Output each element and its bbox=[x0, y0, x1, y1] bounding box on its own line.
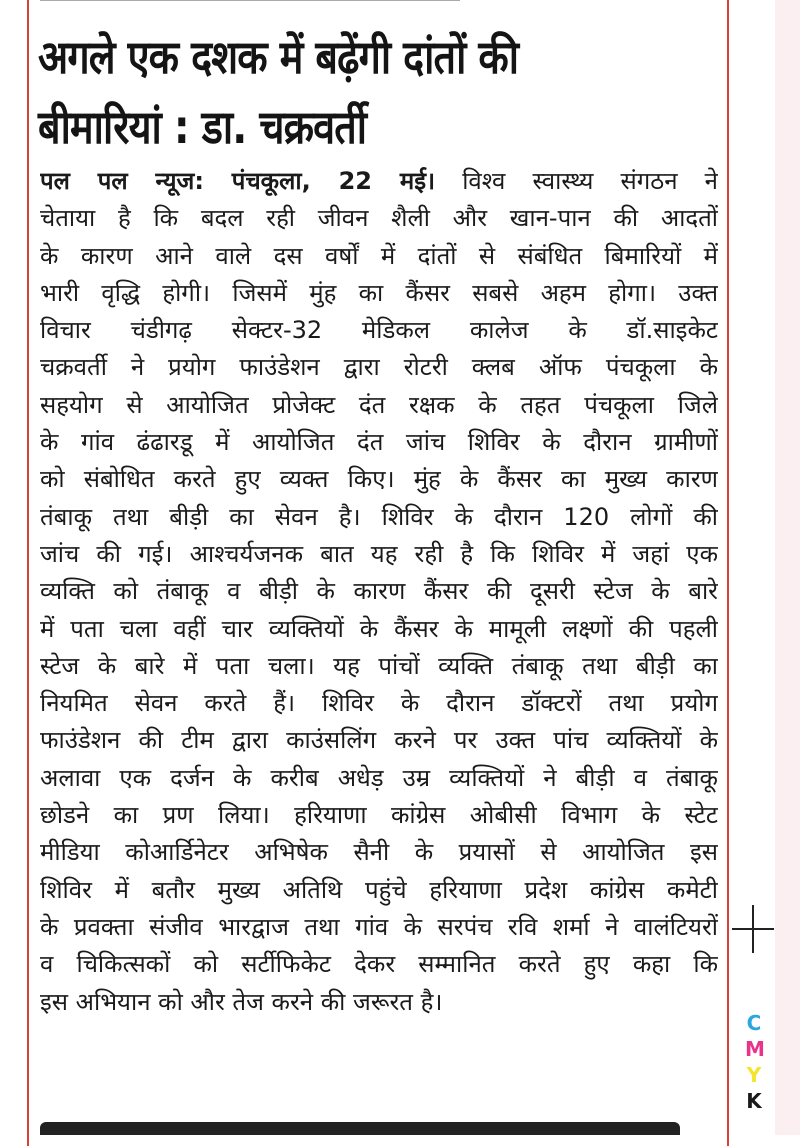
page-margin-strip bbox=[775, 0, 800, 1135]
article-line: को संबोधित करते हुए व्यक्त किए। मुंह के कैंसर का मुख्य कारण bbox=[40, 465, 718, 494]
article-line: के गांव ढंढारडू में आयोजित दंत जांच शिविर के दौरान ग्रामीणों bbox=[40, 428, 718, 457]
article-line: मीडिया कोआर्डिनेटर अभिषेक सैनी के प्रयासों से आयोजित इस bbox=[40, 838, 718, 867]
cropped-previous-text bbox=[40, 0, 460, 4]
headline-line: अगले एक दशक में बढ़ेंगी दांतों की bbox=[38, 30, 519, 84]
article-line: व्यक्ति को तंबाकू व बीड़ी के कारण कैंसर की दूसरी स्टेज के बारे bbox=[40, 577, 718, 606]
cmyk-letter: K bbox=[746, 1089, 762, 1113]
article-line: के प्रवक्ता संजीव भारद्वाज तथा गांव के सरपंच रवि शर्मा ने वालंटियरों bbox=[40, 912, 718, 941]
cmyk-letter: M bbox=[745, 1037, 765, 1061]
cmyk-letter: Y bbox=[746, 1063, 762, 1087]
article-line: फाउंडेशन की टीम द्वारा काउंसलिंग करने पर उक्त पांच व्यक्तियों के bbox=[40, 726, 718, 755]
article-line: अलावा एक दर्जन के करीब अधेड़ उम्र व्यक्तियों ने बीड़ी व तंबाकू bbox=[40, 763, 718, 792]
article-line: में पता चला वहीं चार व्यक्तियों के कैंसर के मामूली लक्ष्णों की पहली bbox=[40, 614, 718, 643]
registration-crosshair bbox=[752, 905, 754, 953]
article-headline bbox=[38, 22, 623, 162]
cropped-next-headline bbox=[40, 1110, 680, 1135]
article-line: तंबाकू तथा बीड़ी का सेवन है। शिविर के दौरान 120 लोगों की bbox=[40, 502, 718, 531]
article-line: जांच की गई। आश्चर्यजनक बात यह रही है कि शिविर में जहां एक bbox=[40, 539, 718, 568]
article-line: इस अभियान को और तेज करने की जरूरत है। bbox=[40, 987, 443, 1016]
article-line: चेताया है कि बदल रही जीवन शैली और खान-पान की आदतों bbox=[40, 204, 718, 233]
article-line: विचार चंडीगढ़ सेक्टर-32 मेडिकल कालेज के डॉ.साइकेट bbox=[40, 316, 718, 345]
article-line: शिविर में बतौर मुख्य अतिथि पहुंचे हरियाणा प्रदेश कांग्रेस कमेटी bbox=[40, 875, 718, 904]
article-line: व चिकित्सकों को सर्टीफिकेट देकर सम्मानित करते हुए कहा कि bbox=[40, 950, 718, 979]
article-line bbox=[40, 163, 718, 200]
article-line: छोडने का प्रण लिया। हरियाणा कांग्रेस ओबीसी विभाग के स्टेट bbox=[40, 801, 718, 830]
article-line: नियमित सेवन करते हैं। शिविर के दौरान डॉक्टरों तथा प्रयोग bbox=[40, 689, 718, 718]
article-line: सहयोग से आयोजित प्रोजेक्ट दंत रक्षक के तहत पंचकूला जिले bbox=[40, 390, 718, 419]
cmyk-letter: C bbox=[746, 1011, 762, 1035]
article-line: चक्रवर्ती ने प्रयोग फाउंडेशन द्वारा रोटरी क्लब ऑफ पंचकूला के bbox=[40, 353, 718, 382]
article-line: भारी वृद्धि होगी। जिसमें मुंह का कैंसर सबसे अहम होगा। उक्त bbox=[40, 278, 718, 307]
article-line-text: विश्व स्वास्थ्य संगठन ने bbox=[462, 167, 718, 195]
cmyk-marks bbox=[745, 1010, 763, 1114]
headline-line: बीमारियां : डा. चक्रवर्ती bbox=[38, 100, 367, 154]
article-line: के कारण आने वाले दस वर्षों में दांतों से संबंधित बिमारियों में bbox=[40, 241, 718, 270]
article-line: स्टेज के बारे में पता चला। यह पांचों व्यक्ति तंबाकू तथा बीड़ी का bbox=[40, 651, 718, 680]
dateline: पल पल न्यूज: पंचकूला, 22 मई। bbox=[40, 167, 436, 195]
article-body bbox=[40, 163, 718, 1021]
